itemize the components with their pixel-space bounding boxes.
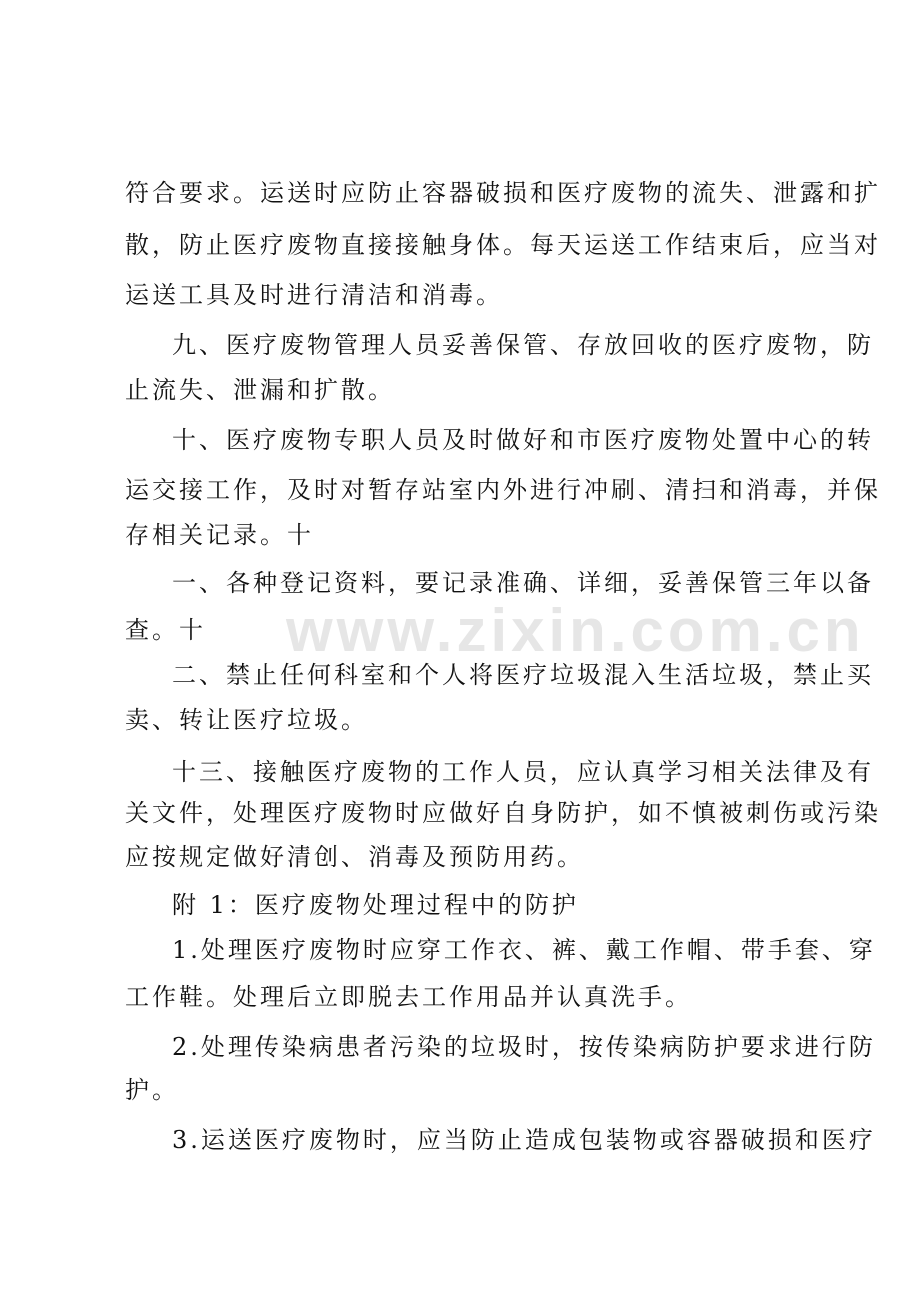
- paragraph-start-line: 附 1：医疗废物处理过程中的防护: [172, 891, 579, 919]
- text-line: 运交接工作，及时对暂存站室内外进行冲刷、清扫和消毒，并保: [125, 476, 881, 504]
- text-line: 工作鞋。处理后立即脱去工作用品并认真洗手。: [125, 983, 692, 1011]
- text-line: 护。: [125, 1076, 179, 1104]
- text-line: 运送工具及时进行清洁和消毒。: [125, 281, 503, 309]
- text-line: 散，防止医疗废物直接接触身体。每天运送工作结束后，应当对: [125, 231, 881, 259]
- paragraph-start-line: 1.处理医疗废物时应穿工作衣、裤、戴工作帽、带手套、穿: [172, 936, 876, 964]
- text-line: 查。十: [125, 616, 206, 644]
- text-line: 关文件，处理医疗废物时应做好自身防护，如不慎被刺伤或污染: [125, 799, 881, 827]
- paragraph-start-line: 十三、接触医疗废物的工作人员，应认真学习相关法律及有: [172, 758, 874, 786]
- text-line: 卖、转让医疗垃圾。: [125, 706, 368, 734]
- text-line: 止流失、泄漏和扩散。: [125, 376, 395, 404]
- paragraph-start-line: 二、禁止任何科室和个人将医疗垃圾混入生活垃圾，禁止买: [172, 661, 874, 689]
- paragraph-start-line: 一、各种登记资料，要记录准确、详细，妥善保管三年以备: [172, 569, 874, 597]
- watermark: www.zixin.com.cn: [286, 597, 865, 664]
- text-line: 存相关记录。十: [125, 521, 314, 549]
- paragraph-start-line: 3.运送医疗废物时，应当防止造成包装物或容器破损和医疗: [172, 1126, 876, 1154]
- paragraph-start-line: 九、医疗废物管理人员妥善保管、存放回收的医疗废物，防: [172, 331, 874, 359]
- paragraph-start-line: 十、医疗废物专职人员及时做好和市医疗废物处置中心的转: [172, 426, 874, 454]
- text-line: 应按规定做好清创、消毒及预防用药。: [125, 843, 584, 871]
- text-line: 符合要求。运送时应防止容器破损和医疗废物的流失、泄露和扩: [125, 179, 881, 207]
- paragraph-start-line: 2.处理传染病患者污染的垃圾时，按传染病防护要求进行防: [172, 1033, 876, 1061]
